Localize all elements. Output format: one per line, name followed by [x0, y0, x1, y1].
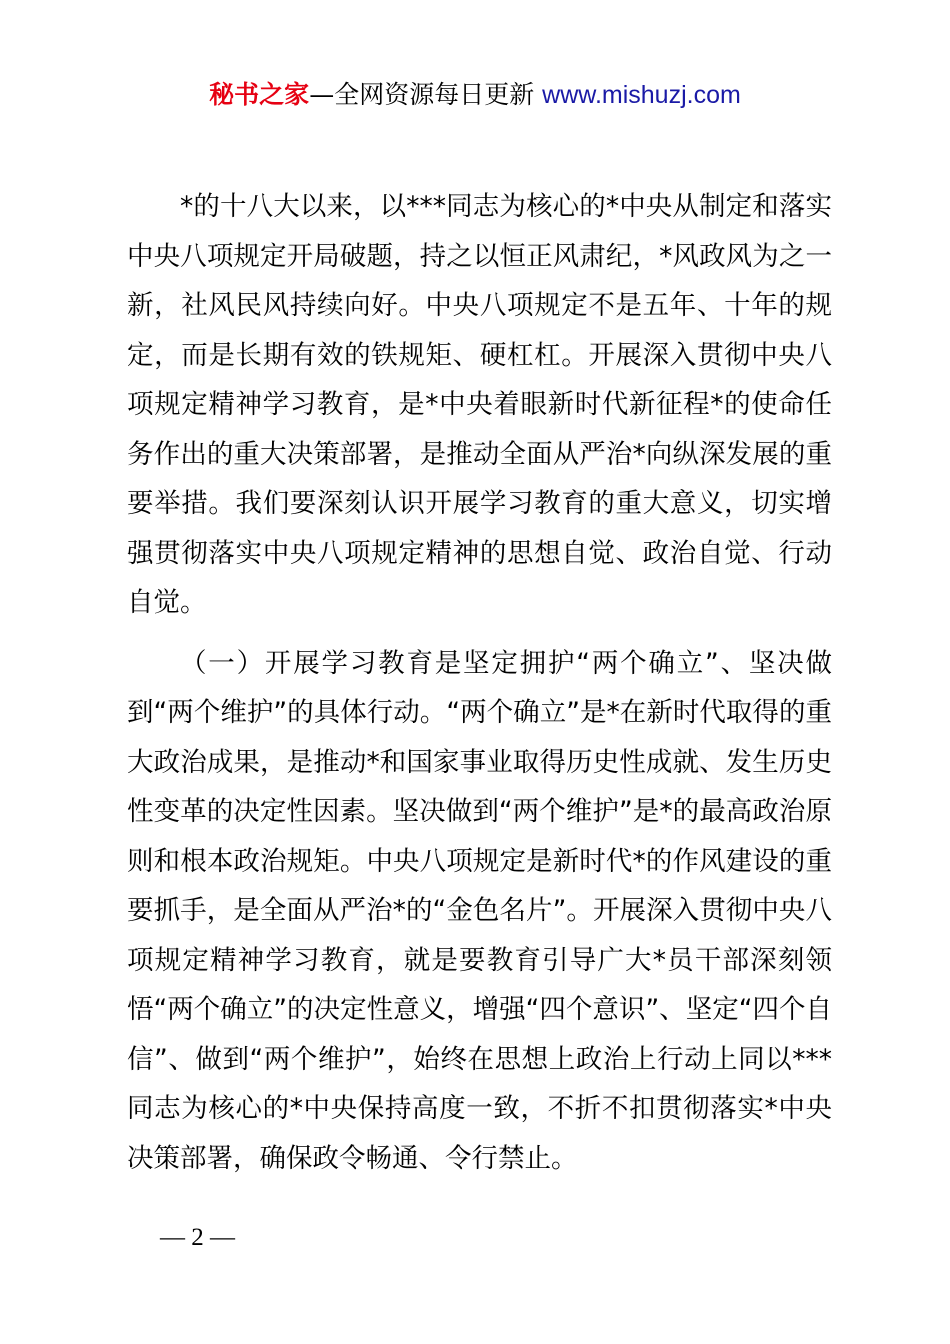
page-number: — 2 — [160, 1224, 235, 1251]
body-paragraph-1: *的十八大以来，以***同志为核心的*中央从制定和落实中央八项规定开局破题，持之以恒正风肃纪，*风政风为之一新，社风民风持续向好。中央八项规定不是五年、十年的规定，而是长期有效的铁规矩、硬杠杠。开展深入贯彻中央八项规定精神学习教育，是*中央着眼新时代新征程*的使命任务作出的重大决策部署，是推动全面从严治*向纵深发展的重要举措。我们要深刻认识开展学习教育的重大意义，切实增强贯彻落实中央八项规定精神的思想自觉、政治自觉、行动自觉。 [127, 191, 832, 618]
site-header [0, 78, 950, 112]
document-body [127, 182, 832, 1183]
brand-name: 秘书之家 [209, 80, 310, 109]
site-url-link[interactable]: www.mishuzj.com [542, 81, 741, 109]
body-paragraph-2: （一）开展学习教育是坚定拥护“两个确立”、坚决做到“两个维护”的具体行动。“两个确立”是*在新时代取得的重大政治成果，是推动*和国家事业取得历史性成就、发生历史性变革的决定性因素。坚决做到“两个维护”是*的最高政治原则和根本政治规矩。中央八项规定是新时代*的作风建设的重要抓手，是全面从严治*的“金色名片”。开展深入贯彻中央八项规定精神学习教育，就是要教育引导广大*员干部深刻领悟“两个确立”的决定性意义，增强“四个意识”、坚定“四个自信”、做到“两个维护”，始终在思想上政治上行动上同以***同志为核心的*中央保持高度一致，不折不扣贯彻落实*中央决策部署，确保政令畅通、令行禁止。 [127, 647, 832, 1174]
header-tagline: —全网资源每日更新 [309, 80, 535, 109]
